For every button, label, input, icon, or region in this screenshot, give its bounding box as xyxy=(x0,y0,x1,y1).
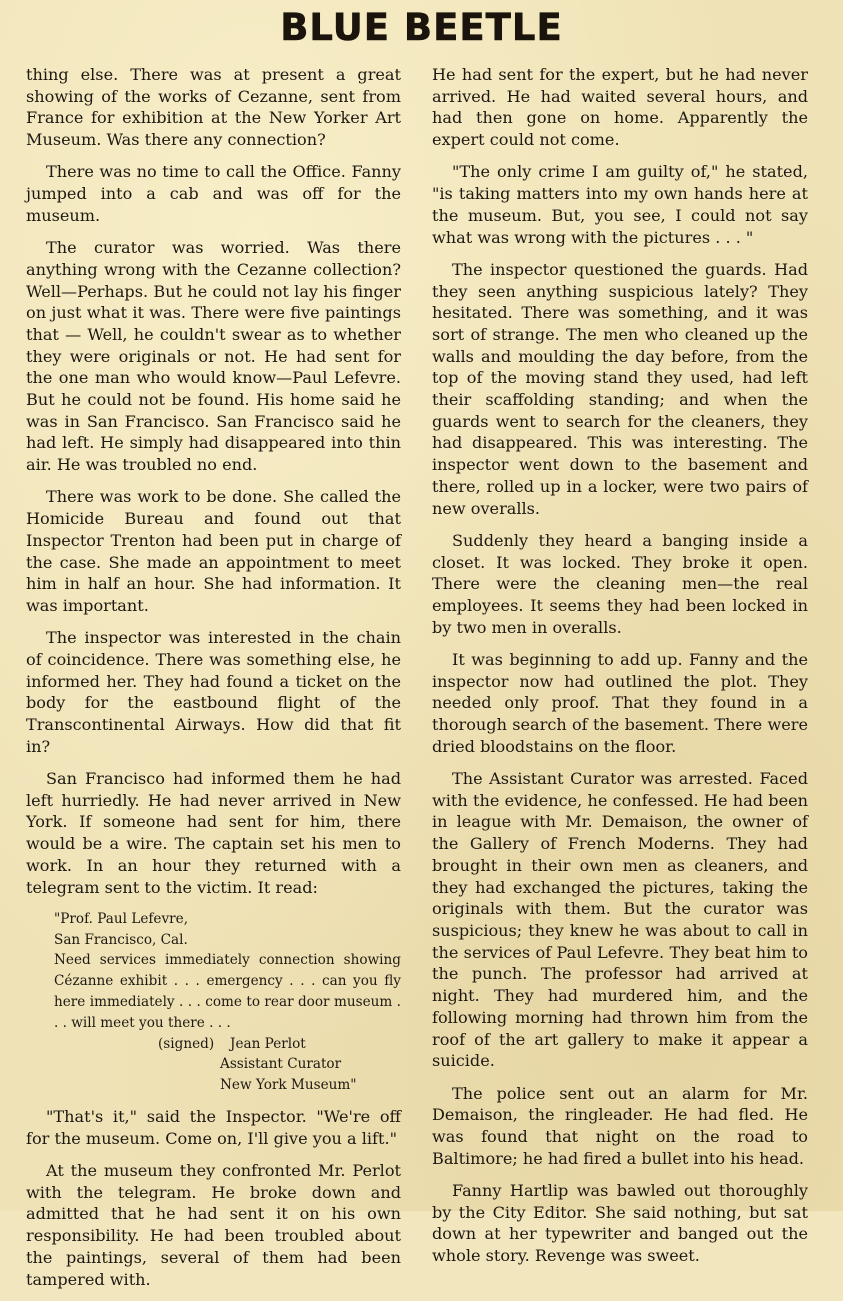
telegram-signature-row xyxy=(158,1034,401,1055)
telegram-addressee: "Prof. Paul Lefevre, xyxy=(54,910,189,927)
paragraph: At the museum they confronted Mr. Perlot with the telegram. He broke down and admitted that he had sent it on his own responsibility. He had been troubled about the paintings, several of them had been tampered with. xyxy=(26,1161,401,1289)
telegram-signer-org: New York Museum" xyxy=(220,1077,357,1094)
telegram-quote xyxy=(54,909,401,1096)
paragraph: "That's it," said the Inspector. "We're off for the museum. Come on, I'll give you a lift." xyxy=(26,1107,401,1148)
telegram-address: San Francisco, Cal. xyxy=(54,931,188,948)
paragraph: San Francisco had informed them he had left hurriedly. He had never arrived in New York. If someone had sent for him, there would be a wire. The captain set his men to work. In an hour they returned with a telegram sent to the victim. It read: xyxy=(26,769,401,897)
telegram-signer-name: Jean Perlot xyxy=(230,1035,306,1052)
telegram-signer-title: Assistant Curator xyxy=(220,1056,342,1073)
telegram-signed-label: (signed) xyxy=(158,1035,215,1052)
paragraph: The inspector questioned the guards. Had they seen anything suspicious lately? They hesitated. There was something, and it was sort of strange. The men who cleaned up the walls and moulding the day before, from the top of the moving stand they used, had left their scaffolding standing; and when the guards went to search for the cleaners, they had disappeared. This was interesting. The inspector went down to the basement and there, rolled up in a locker, were two pairs of new overalls. xyxy=(432,259,808,518)
paragraph: The police sent out an alarm for Mr. Demaison, the ringleader. He had fled. He was found that night on the road to Baltimore; he had fired a bullet into his head. xyxy=(432,1083,808,1168)
page-header-title: BLUE BEETLE xyxy=(280,6,563,49)
paragraph: It was beginning to add up. Fanny and the inspector now had outlined the plot. They needed only proof. That they found in a thorough search of the basement. There were dried bloodstains on the floor. xyxy=(432,649,808,756)
paragraph: There was no time to call the Office. Fanny jumped into a cab and was off for the museum. xyxy=(26,162,401,225)
paragraph: There was work to be done. She called the Homicide Bureau and found out that Inspector Trenton had been put in charge of the case. She made an appointment to meet him in half an hour. She had information. It was important. xyxy=(26,487,401,615)
telegram-body: Need services immediately connection showing Cézanne exhibit . . . emergency . . . can you fly here immediately . . . come to rear door museum . . . will meet you there . . . xyxy=(54,952,401,1031)
paragraph: The curator was worried. Was there anything wrong with the Cezanne collection? Well—Perhaps. But he could not lay his finger on just what it was. There were five paintings that — Well, he couldn't swear as to whether they were originals or not. He had sent for the one man who would know—Paul Lefevre. But he could not be found. His home said he was in San Francisco. San Francisco said he had left. He simply had disappeared into thin air. He was troubled no end. xyxy=(26,238,401,475)
paragraph: Suddenly they heard a banging inside a closet. It was locked. They broke it open. There were the cleaning men—the real employees. It seems they had been locked in by two men in overalls. xyxy=(432,530,808,637)
paragraph: Fanny Hartlip was bawled out thoroughly by the City Editor. She said nothing, but sat down at her typewriter and banged out the whole story. Revenge was sweet. xyxy=(432,1180,808,1266)
paragraph: thing else. There was at present a great showing of the works of Cezanne, sent from France for exhibition at the New Yorker Art Museum. Was there any connection? xyxy=(26,65,401,150)
paragraph: The Assistant Curator was arrested. Faced with the evidence, he confessed. He had been in league with Mr. Demaison, the owner of the Gallery of French Moderns. They had brought in their own men as cleaners, and they had exchanged the pictures, taking the originals with them. But the curator was suspicious; they knew he was about to call in the services of Paul Lefevre. They beat him to the punch. The professor had arrived at night. They had murdered him, and the following morning had thrown him from the roof of the art gallery to make it appear a suicide. xyxy=(432,769,808,1071)
right-text-column xyxy=(432,64,808,1277)
paragraph: "The only crime I am guilty of," he stated, "is taking matters into my own hands here at the museum. But, you see, I could not say what was wrong with the pictures . . . " xyxy=(432,162,808,247)
left-text-column xyxy=(26,64,401,1301)
paragraph: He had sent for the expert, but he had never arrived. He had waited several hours, and had then gone on home. Apparently the expert could not come. xyxy=(432,65,808,150)
paragraph: The inspector was interested in the chain of coincidence. There was something else, he informed her. They had found a ticket on the body for the eastbound flight of the Transcontinental Airways. How did that fit in? xyxy=(26,628,401,756)
